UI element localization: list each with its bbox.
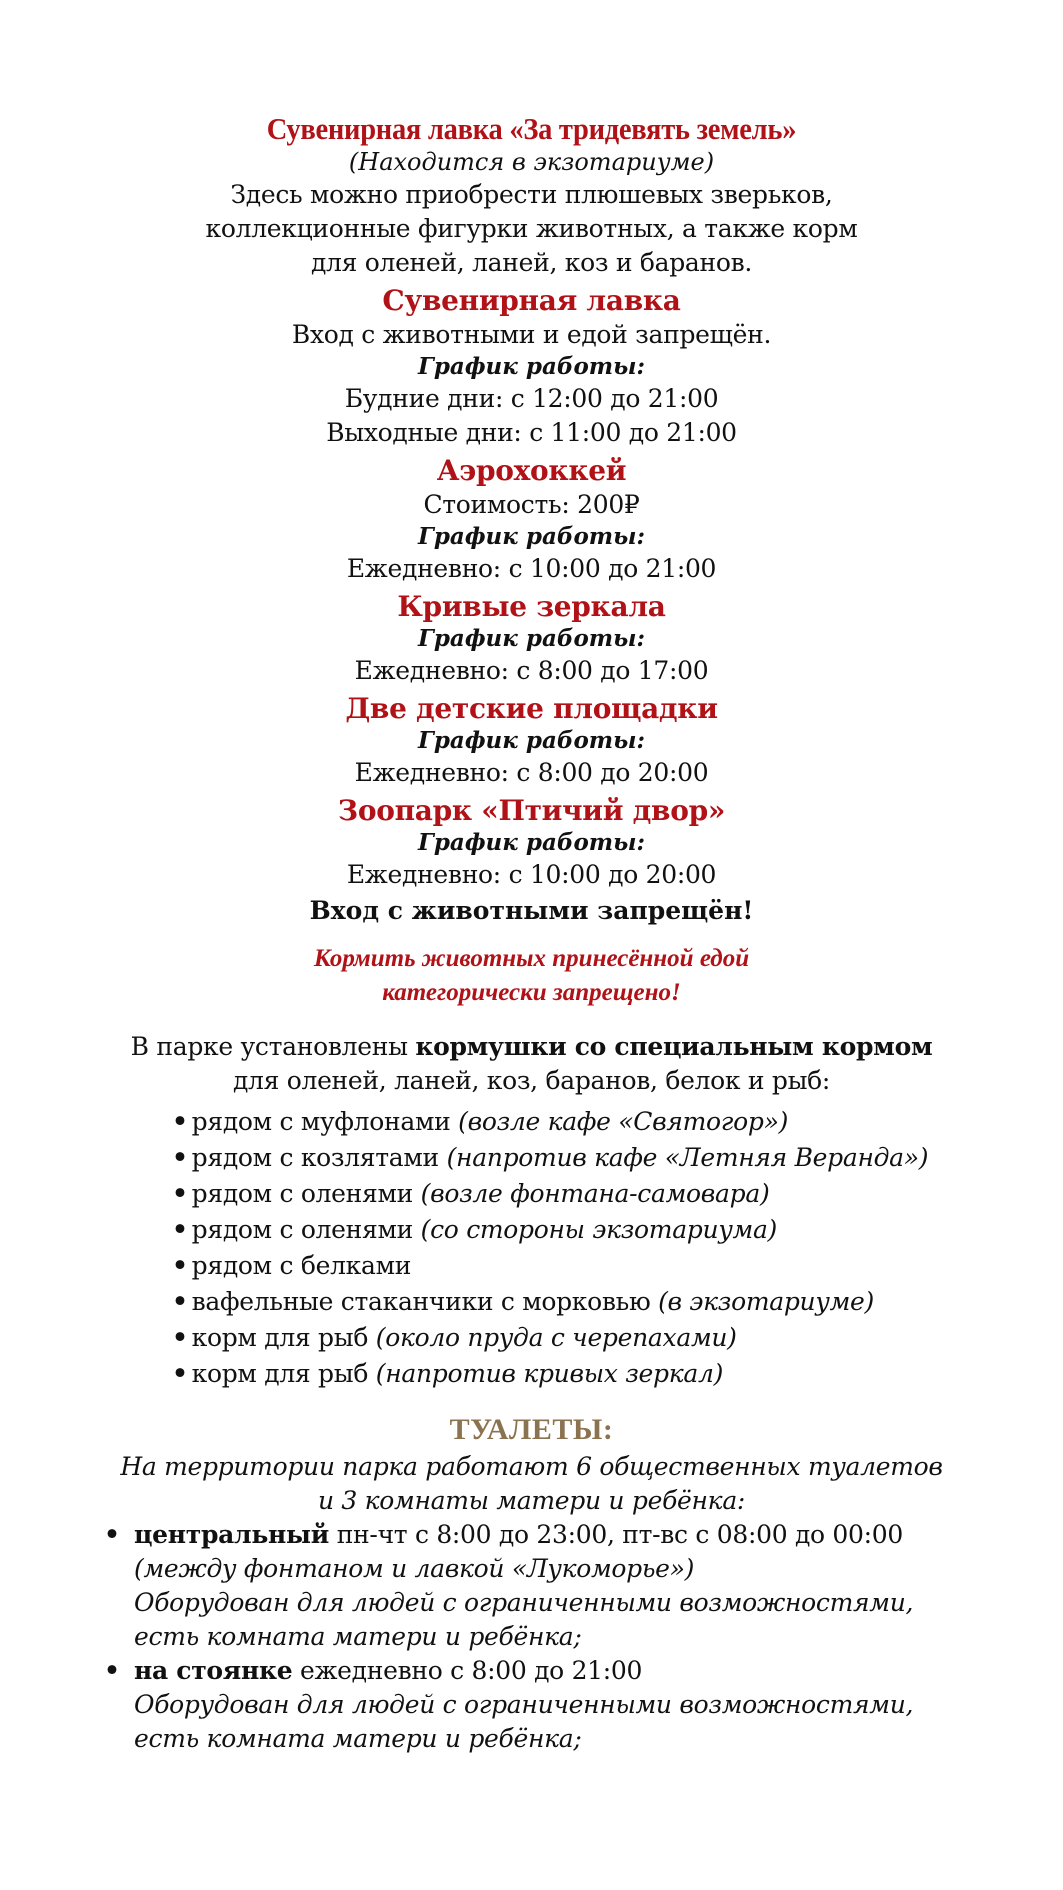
- feeder-location: (возле кафе «Святогор»): [458, 1107, 789, 1136]
- schedule-hours: Ежедневно: с 10:00 до 21:00: [346, 554, 717, 583]
- section-souvenir-shop-far-lands: [0, 112, 1063, 280]
- schedule-label: График работы:: [417, 523, 646, 550]
- feeder-location: (возле фонтана-самовара): [420, 1179, 770, 1208]
- toilet-location: (между фонтаном и лавкой «Лукоморье»): [134, 1554, 695, 1583]
- feeder-text: рядом с муфлонами: [191, 1107, 459, 1136]
- toilet-note: Оборудован для людей с ограниченными возможностями,: [134, 1588, 914, 1617]
- bullet-icon: •: [104, 1656, 120, 1685]
- bullet-icon: •: [172, 1359, 188, 1388]
- bullet-icon: •: [104, 1520, 120, 1549]
- section-location-note: (Находится в экзотариуме): [348, 148, 715, 176]
- feeder-location: (около пруда с черепахами): [375, 1323, 737, 1352]
- feeder-item: [172, 1320, 1063, 1356]
- section-title: Зоопарк «Птичий двор»: [337, 794, 726, 827]
- feeder-text: рядом с оленями: [191, 1179, 421, 1208]
- toilet-hours: ежедневно с 8:00 до 21:00: [292, 1656, 643, 1685]
- feeders-list: [0, 1104, 1063, 1392]
- toilets-intro-line: и 3 комнаты матери и ребёнка:: [317, 1486, 746, 1515]
- toilets-intro-line: На территории парка работают 6 общественных туалетов: [120, 1452, 943, 1481]
- schedule-hours: Выходные дни: с 11:00 до 21:00: [326, 418, 737, 447]
- toilet-note: есть комната матери и ребёнка;: [134, 1622, 582, 1651]
- feeder-item: [172, 1284, 1063, 1320]
- section-description-line: коллекционные фигурки животных, а также корм: [205, 214, 858, 243]
- feeder-text: корм для рыб: [191, 1359, 376, 1388]
- feeder-item: [172, 1212, 1063, 1248]
- feeder-text: рядом с оленями: [191, 1215, 421, 1244]
- schedule-hours: Ежедневно: с 10:00 до 20:00: [346, 860, 717, 889]
- section-souvenir-shop: [0, 284, 1063, 450]
- section-price: Стоимость: 200₽: [423, 490, 640, 519]
- feeders-intro-bold: кормушки со специальным кормом: [415, 1032, 933, 1061]
- toilet-name: центральный: [134, 1520, 330, 1549]
- feeders-intro-line2: для оленей, ланей, коз, баранов, белок и рыб:: [232, 1066, 831, 1095]
- section-title: Кривые зеркала: [397, 590, 666, 623]
- bullet-icon: •: [172, 1143, 188, 1172]
- feeder-location: (напротив кривых зеркал): [375, 1359, 724, 1388]
- section-description-line: Здесь можно приобрести плюшевых зверьков,: [230, 180, 833, 209]
- schedule-hours: Ежедневно: с 8:00 до 17:00: [354, 656, 709, 685]
- feeder-text: вафельные стаканчики с морковью: [191, 1287, 659, 1316]
- toilets-intro: [0, 1450, 1063, 1518]
- bullet-icon: •: [172, 1287, 188, 1316]
- feeder-item: [172, 1104, 1063, 1140]
- schedule-hours: Будние дни: с 12:00 до 21:00: [344, 384, 719, 413]
- toilet-name: на стоянке: [134, 1656, 293, 1685]
- toilet-hours: пн-чт с 8:00 до 23:00, пт-вс с 08:00 до 00:00: [329, 1520, 903, 1549]
- feeder-item: [172, 1356, 1063, 1392]
- toilet-note: есть комната матери и ребёнка;: [134, 1724, 582, 1753]
- bullet-icon: •: [172, 1215, 188, 1244]
- schedule-label: График работы:: [417, 353, 646, 380]
- feeding-warning-line: Кормить животных принесённой едой: [313, 945, 750, 972]
- feeders-intro: [0, 1030, 1063, 1098]
- feeders-intro-line: [0, 1030, 1063, 1064]
- feeder-location: (со стороны экзотариума): [420, 1215, 778, 1244]
- bullet-icon: •: [172, 1251, 188, 1280]
- feeder-text: рядом с белками: [191, 1251, 412, 1280]
- toilets-title: ТУАЛЕТЫ:: [449, 1413, 614, 1446]
- section-title: Аэрохоккей: [436, 454, 627, 487]
- feeders-intro-prefix: В парке установлены: [130, 1032, 416, 1061]
- schedule-label: График работы:: [417, 829, 646, 856]
- section-playgrounds: [0, 692, 1063, 790]
- feeder-item: [172, 1140, 1063, 1176]
- section-rule: Вход с животными и едой запрещён.: [291, 320, 772, 349]
- toilet-note: Оборудован для людей с ограниченными возможностями,: [134, 1690, 914, 1719]
- feeding-warning: [0, 942, 1063, 1010]
- bullet-icon: •: [172, 1179, 188, 1208]
- section-crooked-mirrors: [0, 590, 1063, 688]
- section-title: Две детские площадки: [345, 692, 718, 725]
- toilets-list: [0, 1518, 1063, 1756]
- feeder-item: [172, 1248, 1063, 1284]
- bullet-icon: •: [172, 1323, 188, 1352]
- feeder-location: (напротив кафе «Летняя Веранда»): [446, 1143, 929, 1172]
- section-bird-yard-zoo: [0, 794, 1063, 928]
- section-air-hockey: [0, 454, 1063, 586]
- schedule-label: График работы:: [417, 727, 646, 754]
- feeder-item: [172, 1176, 1063, 1212]
- toilet-item-central: [104, 1518, 1063, 1654]
- park-info-page: [0, 112, 1063, 1756]
- feeder-text: корм для рыб: [191, 1323, 376, 1352]
- feeding-warning-line: категорически запрещено!: [382, 979, 681, 1006]
- section-title: Сувенирная лавка «За тридевять земель»: [266, 111, 797, 146]
- feeder-location: (в экзотариуме): [658, 1287, 874, 1316]
- section-title: Сувенирная лавка: [382, 284, 681, 317]
- toilet-item-parking: [104, 1654, 1063, 1756]
- bullet-icon: •: [172, 1107, 188, 1136]
- section-description-line: для оленей, ланей, коз и баранов.: [310, 248, 753, 277]
- schedule-label: График работы:: [417, 625, 646, 652]
- schedule-hours: Ежедневно: с 8:00 до 20:00: [354, 758, 709, 787]
- section-rule: Вход с животными запрещён!: [309, 896, 754, 925]
- feeder-text: рядом с козлятами: [191, 1143, 447, 1172]
